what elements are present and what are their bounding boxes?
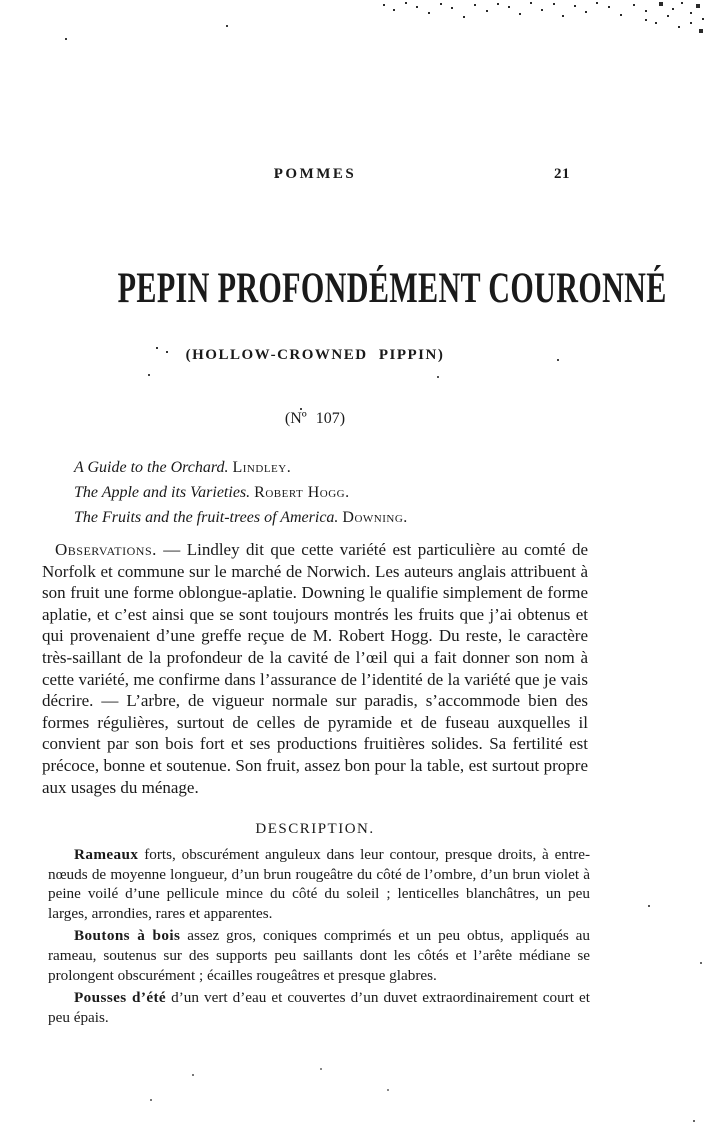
- reference-list: [74, 455, 594, 530]
- scan-noise: [0, 0, 2, 2]
- paragraph-text: d’un vert d’eau et couvertes d’un duvet extraordinairement court et peu épais.: [48, 989, 590, 1026]
- running-title: POMMES: [273, 166, 357, 182]
- reference-title: The Fruits and the fruit-trees of America.: [74, 509, 339, 526]
- chapter-subtitle: (HOLLOW-CROWNED PIPPIN): [185, 347, 445, 363]
- paragraph-lead: Boutons à bois: [74, 927, 181, 945]
- page-header: [42, 166, 588, 186]
- paragraph-text: assez gros, coniques comprimés et un peu obtus, appliqués au rameau, soutenus sur des supports peu saillants dont les côtés et l’arête médiane se prolongent obscurément ; écailles rougeâtres et presque glabres.: [48, 927, 591, 984]
- description-paragraph-boutons: [48, 926, 590, 985]
- description-heading: DESCRIPTION.: [255, 821, 375, 837]
- reference-item: [74, 505, 594, 530]
- reference-item: [74, 455, 594, 480]
- paragraph-text: forts, obscurément anguleux dans leur contour, presque droits, à entre-nœuds de moyenne longueur, d’un brun rougeâtre du côté de l’ombre, d’un brun violet à peine voilé d’une pellicule mince du côté du soleil ; lenticelles blanchâtres, un peu larges, arrondies, rares et apparentes.: [48, 846, 590, 922]
- variety-number: (Nº 107): [284, 410, 346, 427]
- observations-paragraph: [42, 539, 588, 798]
- reference-title: The Apple and its Varieties.: [74, 484, 251, 501]
- reference-title: A Guide to the Orchard.: [74, 459, 229, 476]
- chapter-title-text: PEPIN PROFONDÉMENT COURONNÉ: [117, 265, 667, 312]
- page-number: 21: [554, 166, 570, 182]
- reference-author: Downing.: [342, 509, 408, 526]
- chapter-title: [0, 264, 707, 313]
- description-paragraph-pousses: [48, 988, 590, 1027]
- paragraph-lead: Rameaux: [74, 846, 139, 863]
- description-section: [48, 845, 590, 1030]
- observations-text: — Lindley dit que cette variété est particulière au comté de Norfolk et commune sur le marché de Norwich. Les auteurs anglais attribuent à son fruit une forme oblongue-aplatie. Downing le qualifie simplement de forme aplatie, et c’est ainsi que se sont toujours montrés les fruits que j’ai obtenus et qui provenaient d’une greffe reçue de M. Robert Hogg. Du reste, le caractère très-saillant de la profondeur de la cavité de l’œil qui a fait donner son nom à cette variété, me confirme dans l’assurance de l’identité de la variété que je vais décrire. — L’arbre, de vigueur normale sur paradis, s’accommode bien des formes régulières, surtout de celles de pyramide et de fuseau auxquelles il convient par son bois fort et ses productions fruitières solides. Sa fertilité est précoce, bonne et soutenue. Son fruit, assez bon pour la table, est surtout propre aux usages du ménage.: [42, 540, 589, 797]
- reference-author: Robert Hogg.: [254, 484, 350, 501]
- reference-author: Lindley.: [232, 459, 292, 476]
- observations-lead: Observations.: [55, 540, 157, 559]
- paragraph-lead: Pousses d’été: [74, 989, 167, 1007]
- description-paragraph-rameaux: [48, 845, 590, 923]
- reference-item: [74, 480, 594, 505]
